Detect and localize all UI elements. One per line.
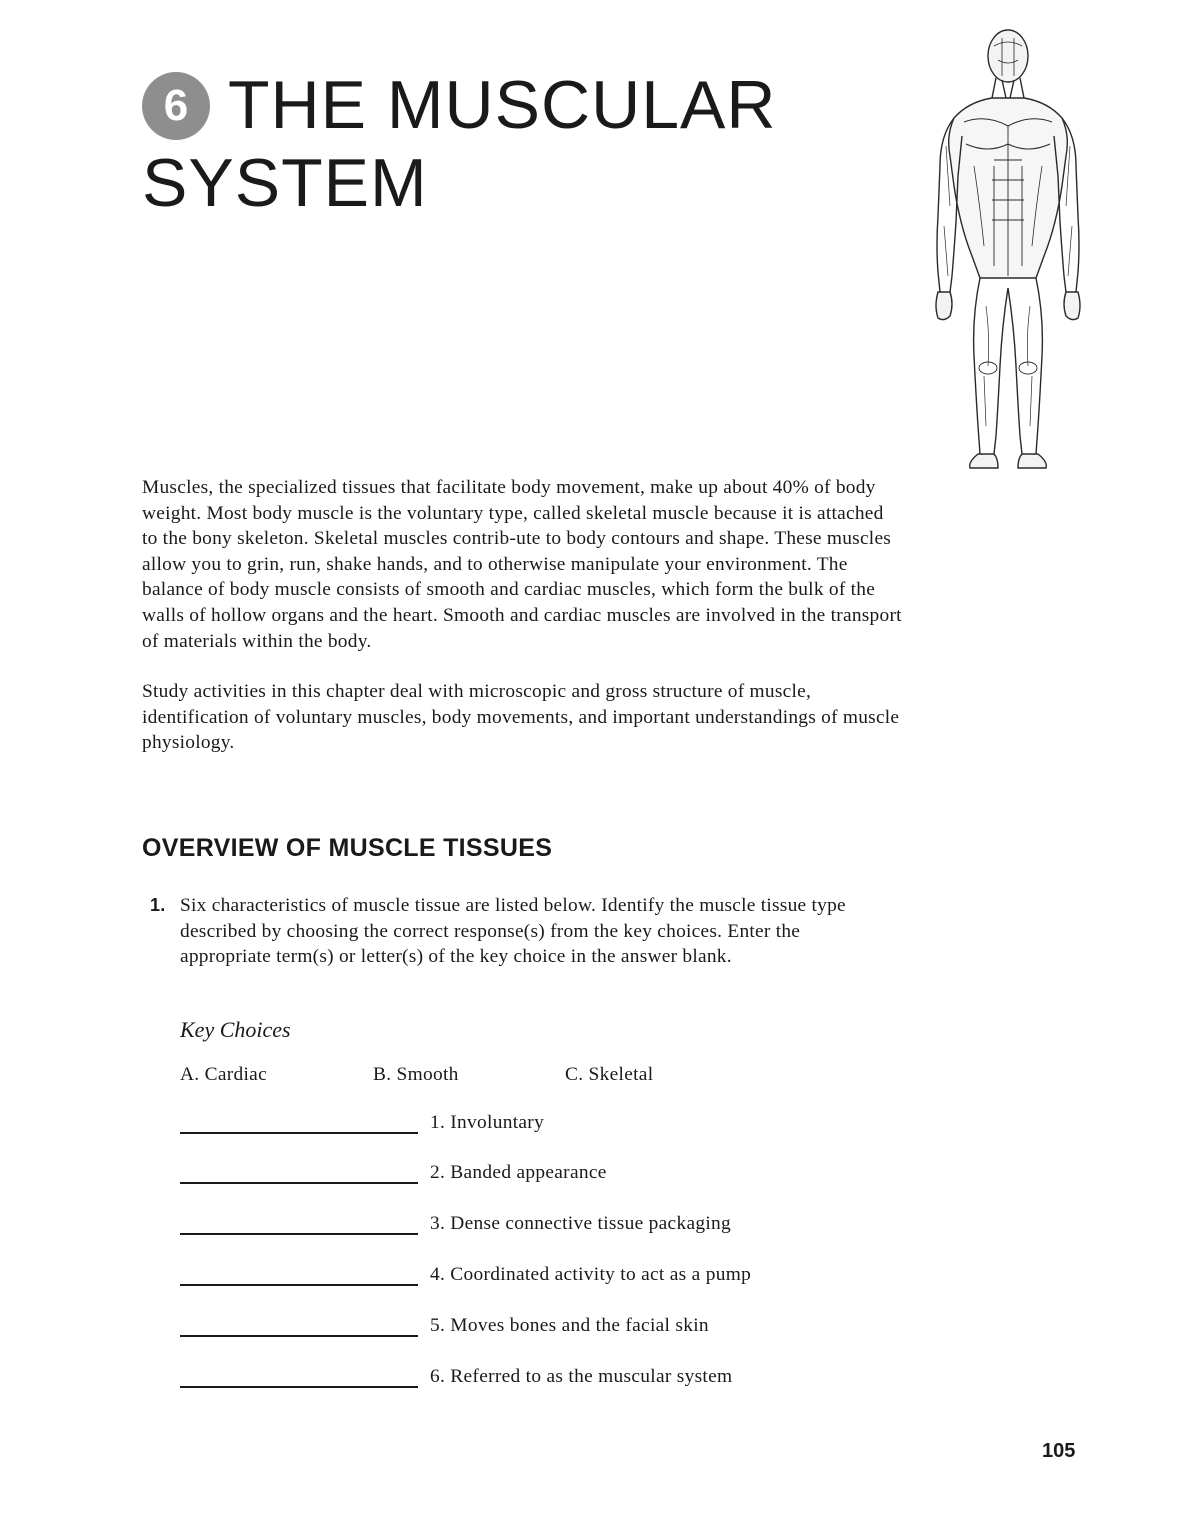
answer-item-label: 6. Referred to as the muscular system (430, 1366, 733, 1387)
answer-blank[interactable] (180, 1335, 418, 1337)
key-choice-a: A. Cardiac (180, 1064, 267, 1085)
human-muscle-figure-icon (928, 26, 1088, 472)
question-number: 1. (150, 895, 166, 915)
question-text: Six characteristics of muscle tissue are listed below. Identify the muscle tissue type described by choosing the correct response(s) from the key choices. Enter the appropriate term(s) or letter(s) of the key choice in the answer blank. (180, 895, 846, 968)
answer-item-label: 1. Involuntary (430, 1112, 545, 1133)
key-choices-title: Key Choices (180, 1017, 291, 1042)
chapter-title-line1: THE MUSCULAR (228, 67, 777, 143)
answer-item-label: 2. Banded appearance (430, 1162, 607, 1183)
chapter-introduction (142, 475, 902, 781)
answer-row (180, 1315, 900, 1345)
chapter-number-badge: 6 (142, 72, 210, 140)
page-number: 105 (1042, 1440, 1076, 1462)
answer-row (180, 1213, 900, 1243)
key-choice-c: C. Skeletal (565, 1064, 654, 1085)
answer-row (180, 1162, 900, 1192)
answer-item-label: 3. Dense connective tissue packaging (430, 1213, 732, 1234)
answer-row (180, 1264, 900, 1294)
answer-blank[interactable] (180, 1132, 418, 1134)
chapter-title-line2: SYSTEM (142, 145, 428, 221)
chapter-title (142, 66, 902, 222)
muscular-anatomy-figure (928, 26, 1088, 472)
answer-row (180, 1112, 900, 1142)
question-1 (142, 893, 882, 970)
answer-blank[interactable] (180, 1284, 418, 1286)
answer-blank[interactable] (180, 1233, 418, 1235)
section-heading: OVERVIEW OF MUSCLE TISSUES (142, 834, 553, 862)
answer-item-label: 4. Coordinated activity to act as a pump (430, 1264, 752, 1285)
answer-row (180, 1366, 900, 1396)
answer-blank[interactable] (180, 1386, 418, 1388)
answer-item-label: 5. Moves bones and the facial skin (430, 1315, 709, 1336)
intro-paragraph-2: Study activities in this chapter deal with microscopic and gross structure of muscle, identification of voluntary muscles, body movements, and important understandings of muscle physiology. (142, 681, 900, 754)
key-choice-b: B. Smooth (373, 1064, 459, 1085)
answer-blank[interactable] (180, 1182, 418, 1184)
intro-paragraph-1: Muscles, the specialized tissues that facilitate body movement, make up about 40% of body weight. Most body muscle is the voluntary type, called skeletal muscle because it is attached to the bony skeleton. Skeletal muscles contrib-ute to body contours and shape. These muscles allow you to grin, run, shake hands, and to otherwise manipulate your environment. The balance of body muscle consists of smooth and cardiac muscles, which form the bulk of the walls of hollow organs and the heart. Smooth and cardiac muscles are involved in the transport of materials within the body. (142, 477, 902, 652)
